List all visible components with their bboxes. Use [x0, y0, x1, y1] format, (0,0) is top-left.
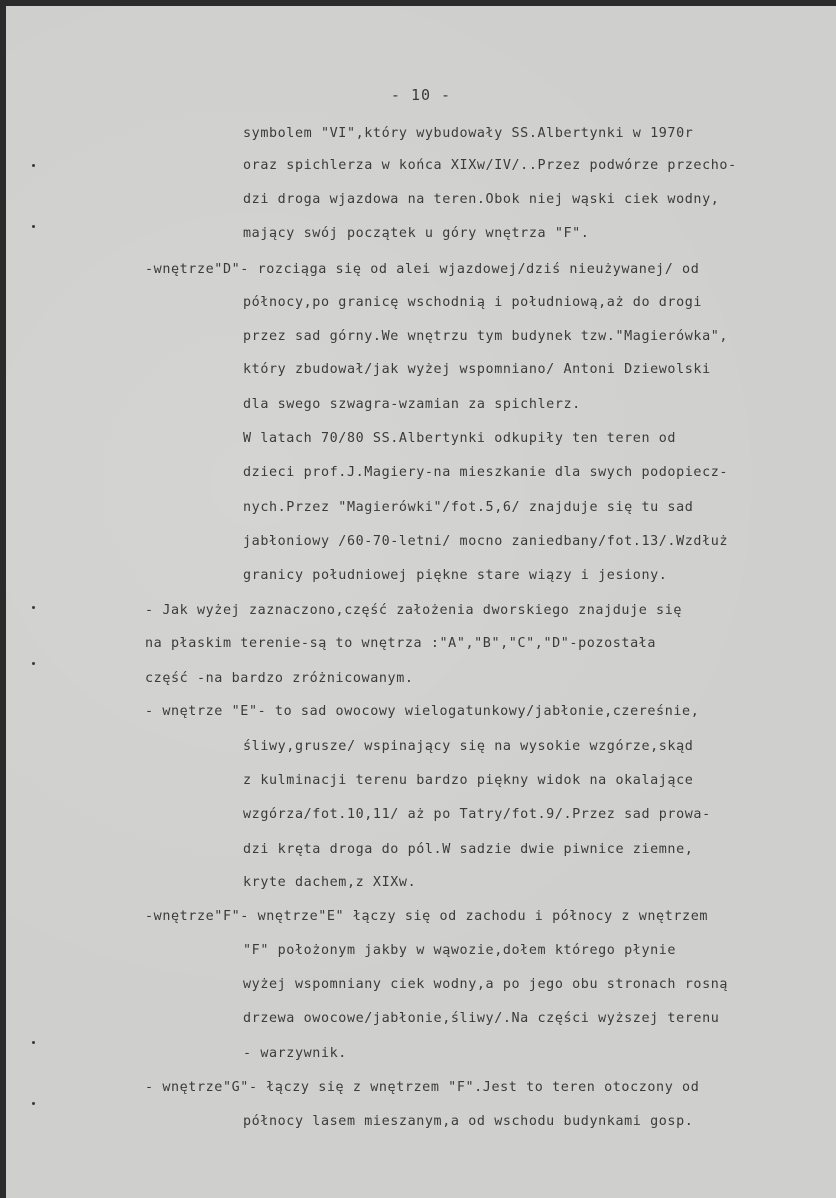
- text-line: mający swój początek u góry wnętrza "F".: [243, 226, 590, 241]
- text-line: symbolem "VI",który wybudowały SS.Albertynki w 1970r: [243, 126, 694, 141]
- page-number: - 10 -: [390, 86, 452, 104]
- text-line: z kulminacji terenu bardzo piękny widok na okalające: [243, 773, 694, 788]
- text-line: dla swego szwagra-wzamian za spichlerz.: [243, 397, 581, 412]
- text-line: - Jak wyżej zaznaczono,część założenia dworskiego znajduje się: [145, 603, 683, 618]
- text-line: północy,po granicę wschodnią i południową,aż do drogi: [243, 295, 703, 310]
- text-line: - warzywnik.: [243, 1046, 347, 1061]
- text-line: - wnętrze"G"- łączy się z wnętrzem "F".Jest to teren otoczony od: [145, 1080, 700, 1095]
- punch-mark: [32, 1041, 35, 1044]
- text-line: przez sad górny.We wnętrzu tym budynek tzw."Magierówka",: [243, 329, 729, 344]
- text-line: nych.Przez "Magierówki"/fot.5,6/ znajduje się tu sad: [243, 500, 694, 515]
- text-line: -wnętrze"F"- wnętrze"E" łączy się od zachodu i północy z wnętrzem: [145, 909, 709, 924]
- punch-mark: [32, 662, 35, 665]
- document-page: [6, 6, 836, 1198]
- text-line: śliwy,grusze/ wspinający się na wysokie wzgórze,skąd: [243, 739, 694, 754]
- text-line: północy lasem mieszanym,a od wschodu budynkami gosp.: [243, 1114, 694, 1129]
- text-line: dzieci prof.J.Magiery-na mieszkanie dla swych podopiecz-: [243, 465, 729, 480]
- text-line: oraz spichlerza w końca XIXw/IV/..Przez podwórze przecho-: [243, 158, 737, 173]
- punch-mark: [32, 225, 35, 228]
- text-line: dzi droga wjazdowa na teren.Obok niej wąski ciek wodny,: [243, 192, 720, 207]
- text-line: który zbudował/jak wyżej wspomniano/ Antoni Dziewolski: [243, 362, 711, 377]
- text-line: - wnętrze "E"- to sad owocowy wielogatunkowy/jabłonie,czereśnie,: [145, 704, 700, 719]
- text-line: W latach 70/80 SS.Albertynki odkupiły ten teren od: [243, 431, 677, 446]
- text-line: kryte dachem,z XIXw.: [243, 875, 417, 890]
- text-line: dzi kręta droga do pól.W sadzie dwie piwnice ziemne,: [243, 842, 694, 857]
- text-line: jabłoniowy /60-70-letni/ mocno zaniedbany/fot.13/.Wzdłuż: [243, 534, 729, 549]
- punch-mark: [32, 1102, 35, 1105]
- text-line: drzewa owocowe/jabłonie,śliwy/.Na części wyższej terenu: [243, 1011, 720, 1026]
- text-line: na płaskim terenie-są to wnętrza :"A","B","C","D"-pozostała: [145, 636, 657, 651]
- text-line: część -na bardzo zróżnicowanym.: [145, 671, 414, 686]
- text-line: -wnętrze"D"- rozciąga się od alei wjazdowej/dziś nieużywanej/ od: [145, 262, 700, 277]
- text-line: "F" położonym jakby w wąwozie,dołem którego płynie: [243, 943, 677, 958]
- punch-mark: [32, 606, 35, 609]
- text-line: wyżej wspomniany ciek wodny,a po jego obu stronach rosną: [243, 977, 729, 992]
- text-line: wzgórza/fot.10,11/ aż po Tatry/fot.9/.Przez sad prowa-: [243, 807, 711, 822]
- text-line: granicy południowej piękne stare wiązy i jesiony.: [243, 568, 668, 583]
- punch-mark: [32, 164, 35, 167]
